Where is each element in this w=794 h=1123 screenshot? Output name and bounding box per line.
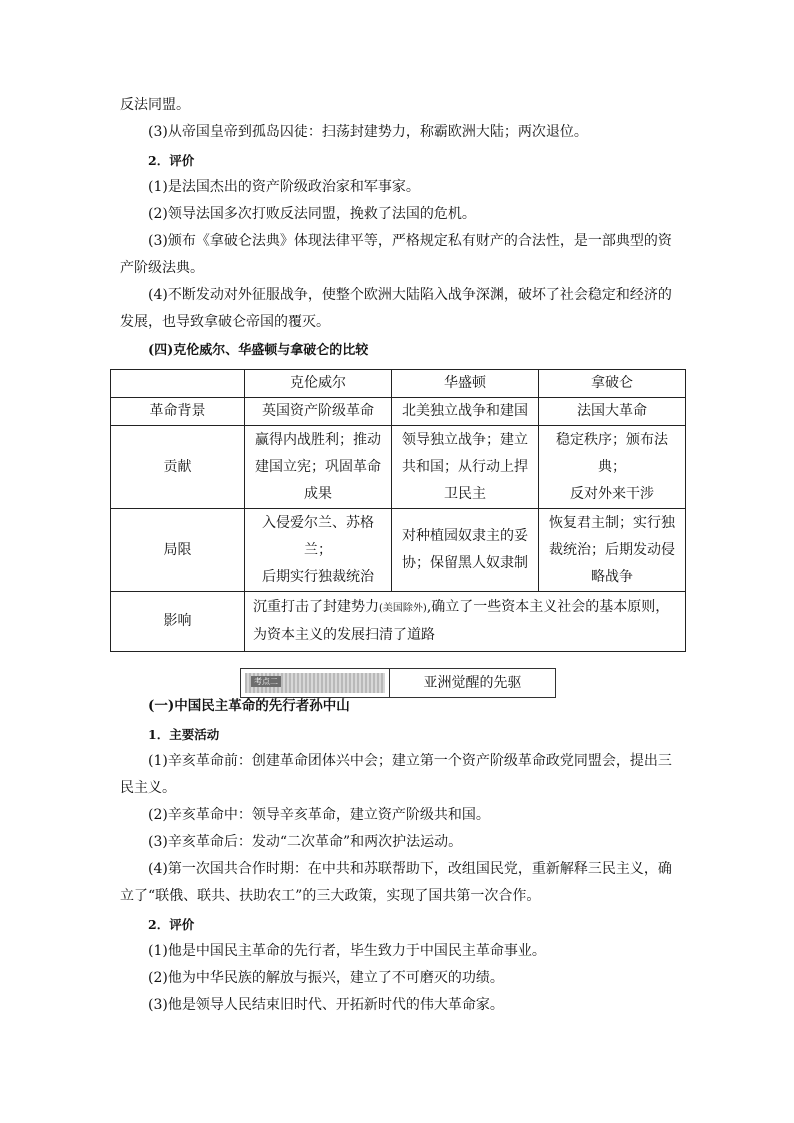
cell-line: 裁统治；后期发动侵	[549, 541, 675, 558]
banner-tag-label: 考点二	[251, 676, 281, 687]
list-item-cont: 产阶级法典。	[120, 260, 204, 276]
cell-line: 稳定秩序；颁布法典；	[556, 431, 668, 475]
table-row	[111, 426, 686, 509]
impact-text: 沉重打击了封建势力	[253, 599, 379, 615]
cell-line: 卫民主	[444, 485, 486, 502]
table-row	[111, 509, 686, 592]
list-item: (1)是法国杰出的资产阶级政治家和军事家。	[148, 179, 420, 195]
table-cell: 英国资产阶级革命	[245, 398, 392, 426]
banner-title: 亚洲觉醒的先驱	[389, 669, 555, 697]
cell-line: 成果	[304, 485, 332, 502]
table-cell: 北美独立战争和建国	[392, 398, 539, 426]
list-item: (3)辛亥革命后：发动“二次革命”和两次护法运动。	[148, 834, 463, 850]
cell-line: 入侵爱尔兰、苏格兰；	[262, 514, 374, 558]
row-header: 革命背景	[111, 398, 245, 426]
cell-line: 恢复君主制；实行独	[549, 514, 675, 531]
cell-line: 反对外来干涉	[570, 485, 654, 502]
cell-line: 略战争	[591, 568, 633, 585]
column-header: 华盛顿	[392, 370, 539, 398]
table-cell	[539, 426, 686, 509]
table-row	[111, 592, 686, 652]
list-item: (1)辛亥革命前：创建革命团体兴中会；建立第一个资产阶级革命政党同盟会，提出三	[148, 753, 672, 769]
row-header: 影响	[111, 592, 245, 652]
cell-line: 共和国；从行动上捍	[402, 458, 528, 475]
table-cell-impact	[245, 592, 686, 652]
list-item: (2)辛亥革命中：领导辛亥革命，建立资产阶级共和国。	[148, 807, 490, 823]
table-cell	[111, 370, 245, 398]
cell-line: 对种植园奴隶主的妥	[402, 528, 528, 544]
cell-line: 赢得内战胜利；推动	[255, 431, 381, 448]
list-item: (3)他是领导人民结束旧时代、开拓新时代的伟大革命家。	[148, 997, 504, 1013]
sub-heading: 2．评价	[148, 917, 195, 932]
section-heading: 2．评价	[148, 153, 195, 168]
text-line: (3)从帝国皇帝到孤岛囚徒：扫荡封建势力，称霸欧洲大陆；两次退位。	[148, 124, 588, 140]
impact-text: ,确立了一些资本主义社会的基本原则，	[426, 599, 670, 615]
list-item: (1)他是中国民主革命的先行者，毕生致力于中国民主革命事业。	[148, 943, 546, 959]
table-cell	[539, 509, 686, 592]
table-cell	[245, 509, 392, 592]
section-heading: (四)克伦威尔、华盛顿与拿破仑的比较	[148, 343, 369, 358]
list-item: (2)领导法国多次打败反法同盟，挽救了法国的危机。	[148, 206, 476, 222]
table-cell	[392, 426, 539, 509]
comparison-table	[110, 369, 686, 652]
cell-line: 后期实行独裁统治	[262, 568, 374, 585]
table-row	[111, 398, 686, 426]
table-cell	[392, 509, 539, 592]
banner-tag	[245, 673, 385, 693]
row-header: 局限	[111, 509, 245, 592]
cell-line: 为资本主义的发展扫清了道路	[253, 627, 435, 643]
column-header: 克伦威尔	[245, 370, 392, 398]
cell-line: 领导独立战争；建立	[402, 431, 528, 448]
list-item: (4)不断发动对外征服战争，使整个欧洲大陆陷入战争深渊，破坏了社会稳定和经济的	[148, 287, 672, 303]
section-heading: (一)中国民主革命的先行者孙中山	[148, 698, 350, 714]
cell-line: 建国立宪；巩固革命	[255, 458, 381, 475]
list-item-cont: 发展，也导致拿破仑帝国的覆灭。	[120, 314, 330, 330]
impact-note: (美国除外)	[379, 603, 427, 614]
list-item-cont: 民主义。	[120, 780, 176, 796]
list-item-cont: 立了“联俄、联共、扶助农工”的三大政策，实现了国共第一次合作。	[120, 888, 541, 904]
cell-line	[253, 594, 677, 622]
cell-line: 协；保留黑人奴隶制	[402, 555, 528, 571]
list-item: (3)颁布《拿破仑法典》体现法律平等，严格规定私有财产的合法性，是一部典型的资	[148, 233, 672, 249]
list-item: (2)他为中华民族的解放与振兴，建立了不可磨灭的功绩。	[148, 970, 504, 986]
column-header: 拿破仑	[539, 370, 686, 398]
table-cell: 法国大革命	[539, 398, 686, 426]
table-cell	[245, 426, 392, 509]
table-row	[111, 370, 686, 398]
row-header: 贡献	[111, 426, 245, 509]
text-line: 反法同盟。	[120, 97, 190, 113]
list-item: (4)第一次国共合作时期：在中共和苏联帮助下，改组国民党，重新解释三民主义，确	[148, 861, 672, 877]
sub-heading: 1．主要活动	[148, 727, 220, 742]
